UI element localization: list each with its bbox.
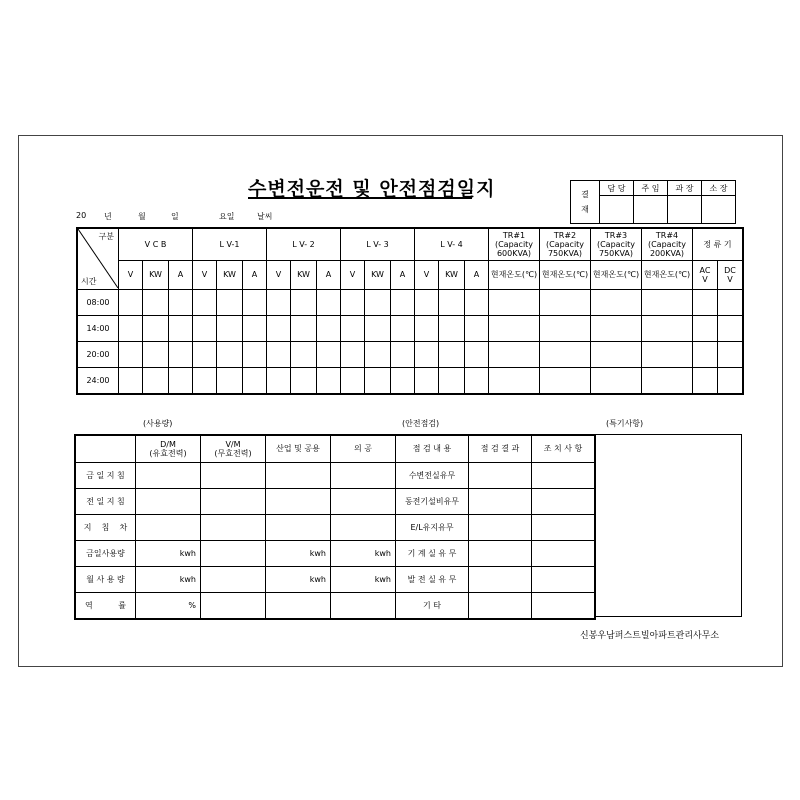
log-cell[interactable] — [169, 290, 193, 316]
sub-kw-1: KW — [217, 261, 243, 290]
vm-cell[interactable] — [201, 463, 266, 489]
residential-cell[interactable]: kwh — [331, 541, 396, 567]
group-vcb: V C B — [119, 228, 193, 261]
check-result-cell[interactable] — [469, 515, 532, 541]
log-cell[interactable] — [243, 290, 267, 316]
corner-cell: 구분 시간 — [77, 228, 119, 290]
log-cell[interactable] — [540, 316, 591, 342]
log-cell[interactable] — [693, 316, 718, 342]
log-cell[interactable] — [217, 290, 243, 316]
sub-v-2: V — [267, 261, 291, 290]
time-label: 14:00 — [77, 316, 119, 342]
hdr-check-result: 점 검 결 과 — [469, 435, 532, 463]
log-cell[interactable] — [291, 290, 317, 316]
log-cell[interactable] — [465, 290, 489, 316]
tr4-header: TR#4 (Capacity 200KVA) — [642, 228, 693, 261]
residential-cell[interactable] — [331, 489, 396, 515]
usage-table — [74, 434, 596, 620]
sub-kw-3: KW — [365, 261, 391, 290]
industrial-cell[interactable] — [266, 463, 331, 489]
log-row — [77, 290, 743, 316]
check-item: 기 계 실 유 무 — [396, 541, 469, 567]
dm-cell[interactable] — [136, 515, 201, 541]
log-cell[interactable] — [365, 368, 391, 395]
log-cell[interactable] — [317, 342, 341, 368]
log-cell[interactable] — [391, 290, 415, 316]
log-row — [77, 316, 743, 342]
log-cell[interactable] — [267, 290, 291, 316]
log-row — [77, 342, 743, 368]
tr4-temp-label: 현재온도(℃) — [642, 261, 693, 290]
date-weekday: 요일 — [219, 212, 235, 221]
log-cell[interactable] — [143, 368, 169, 395]
log-cell[interactable] — [169, 368, 193, 395]
check-result-cell[interactable] — [469, 489, 532, 515]
tr2-header: TR#2 (Capacity 750KVA) — [540, 228, 591, 261]
check-result-cell[interactable] — [469, 567, 532, 593]
time-label: 08:00 — [77, 290, 119, 316]
log-cell[interactable] — [591, 316, 642, 342]
log-cell[interactable] — [439, 290, 465, 316]
log-cell[interactable] — [243, 342, 267, 368]
log-cell[interactable] — [465, 316, 489, 342]
dm-cell[interactable]: kwh — [136, 567, 201, 593]
log-cell[interactable] — [291, 342, 317, 368]
log-cell[interactable] — [217, 342, 243, 368]
time-label: 24:00 — [77, 368, 119, 395]
row-label: 역 률 — [75, 593, 136, 620]
log-cell[interactable] — [169, 342, 193, 368]
sub-a-2: A — [317, 261, 341, 290]
approval-label: 결 재 — [571, 181, 600, 224]
date-day: 일 — [171, 212, 179, 221]
log-cell[interactable] — [489, 368, 540, 395]
log-cell[interactable] — [718, 368, 744, 395]
sub-kw-4: KW — [439, 261, 465, 290]
log-cell[interactable] — [243, 316, 267, 342]
log-cell[interactable] — [591, 342, 642, 368]
usage-row — [75, 567, 595, 593]
check-item: 동전기설비유무 — [396, 489, 469, 515]
usage-row — [75, 593, 595, 620]
dm-cell[interactable] — [136, 463, 201, 489]
sub-v-3: V — [341, 261, 365, 290]
log-cell[interactable] — [365, 290, 391, 316]
approval-sign-4[interactable] — [702, 196, 736, 224]
log-cell[interactable] — [317, 368, 341, 395]
group-lv4: L V- 4 — [415, 228, 489, 261]
approval-col-1: 담 당 — [600, 181, 634, 196]
log-cell[interactable] — [465, 368, 489, 395]
log-cell[interactable] — [489, 316, 540, 342]
operation-log-table — [76, 227, 744, 395]
log-cell[interactable] — [243, 368, 267, 395]
approval-col-3: 과 장 — [668, 181, 702, 196]
action-cell[interactable] — [532, 515, 596, 541]
usage-title: (사용량) — [143, 419, 173, 428]
sub-kw-2: KW — [291, 261, 317, 290]
log-cell[interactable] — [489, 290, 540, 316]
log-cell[interactable] — [143, 316, 169, 342]
group-lv1: L V-1 — [193, 228, 267, 261]
sub-a-3: A — [391, 261, 415, 290]
log-cell[interactable] — [365, 316, 391, 342]
residential-cell[interactable] — [331, 515, 396, 541]
log-cell[interactable] — [317, 290, 341, 316]
log-cell[interactable] — [169, 316, 193, 342]
sub-v-0: V — [119, 261, 143, 290]
log-cell[interactable] — [718, 290, 744, 316]
log-cell[interactable] — [415, 290, 439, 316]
residential-cell[interactable]: kwh — [331, 567, 396, 593]
time-label: 20:00 — [77, 342, 119, 368]
hdr-check-item: 점 검 내 용 — [396, 435, 469, 463]
tr1-header: TR#1 (Capacity 600KVA) — [489, 228, 540, 261]
sub-a-4: A — [465, 261, 489, 290]
log-cell[interactable] — [119, 342, 143, 368]
log-cell[interactable] — [415, 316, 439, 342]
footer-office: 신봉우남퍼스트빌아파트관리사무소 — [580, 631, 720, 641]
date-year: 년 — [104, 212, 112, 221]
vm-cell[interactable] — [201, 541, 266, 567]
industrial-cell[interactable] — [266, 515, 331, 541]
log-cell[interactable] — [591, 290, 642, 316]
approval-col-4: 소 장 — [702, 181, 736, 196]
document-title: 수변전운전 및 안전점검일지 — [248, 178, 496, 200]
log-cell[interactable] — [465, 342, 489, 368]
log-cell[interactable] — [267, 342, 291, 368]
hdr-residential: 의 공 — [331, 435, 396, 463]
log-cell[interactable] — [415, 342, 439, 368]
industrial-cell[interactable]: kwh — [266, 541, 331, 567]
row-label: 월 사 용 량 — [75, 567, 136, 593]
dm-cell[interactable] — [136, 489, 201, 515]
tr3-header: TR#3 (Capacity 750KVA) — [591, 228, 642, 261]
log-cell[interactable] — [119, 290, 143, 316]
log-cell[interactable] — [540, 290, 591, 316]
log-cell[interactable] — [267, 316, 291, 342]
log-cell[interactable] — [439, 368, 465, 395]
log-cell[interactable] — [217, 368, 243, 395]
action-cell[interactable] — [532, 489, 596, 515]
log-row — [77, 368, 743, 395]
log-cell[interactable] — [693, 368, 718, 395]
log-cell[interactable] — [693, 290, 718, 316]
tr3-temp-label: 현재온도(℃) — [591, 261, 642, 290]
dm-cell[interactable]: % — [136, 593, 201, 620]
vm-cell[interactable] — [201, 567, 266, 593]
tr1-temp-label: 현재온도(℃) — [489, 261, 540, 290]
rectifier-header: 정 류 기 — [693, 228, 744, 261]
log-cell[interactable] — [391, 342, 415, 368]
industrial-cell[interactable] — [266, 489, 331, 515]
usage-corner — [75, 435, 136, 463]
approval-sign-1[interactable] — [600, 196, 634, 224]
log-cell[interactable] — [718, 342, 744, 368]
residential-cell[interactable] — [331, 463, 396, 489]
date-weather: 날씨 — [257, 212, 273, 221]
check-item: 기 타 — [396, 593, 469, 620]
log-cell[interactable] — [642, 368, 693, 395]
dm-cell[interactable]: kwh — [136, 541, 201, 567]
approval-box — [570, 180, 736, 224]
log-cell[interactable] — [291, 368, 317, 395]
log-cell[interactable] — [591, 368, 642, 395]
hdr-action: 조 치 사 항 — [532, 435, 596, 463]
action-cell[interactable] — [532, 567, 596, 593]
residential-cell[interactable] — [331, 593, 396, 620]
log-cell[interactable] — [718, 316, 744, 342]
log-cell[interactable] — [119, 368, 143, 395]
notes-box[interactable] — [596, 434, 742, 617]
log-cell[interactable] — [415, 368, 439, 395]
log-cell[interactable] — [489, 342, 540, 368]
check-item: 발 전 실 유 무 — [396, 567, 469, 593]
industrial-cell[interactable] — [266, 593, 331, 620]
log-cell[interactable] — [341, 316, 365, 342]
log-cell[interactable] — [341, 368, 365, 395]
log-cell[interactable] — [267, 368, 291, 395]
log-cell[interactable] — [391, 316, 415, 342]
approval-sign-2[interactable] — [634, 196, 668, 224]
notes-title: (특기사항) — [606, 419, 644, 428]
log-cell[interactable] — [341, 342, 365, 368]
log-cell[interactable] — [365, 342, 391, 368]
log-cell[interactable] — [193, 368, 217, 395]
rectifier-ac: AC V — [693, 261, 718, 290]
log-cell[interactable] — [143, 290, 169, 316]
log-cell[interactable] — [439, 342, 465, 368]
check-result-cell[interactable] — [469, 463, 532, 489]
safety-title: (안전점검) — [402, 419, 440, 428]
action-cell[interactable] — [532, 463, 596, 489]
group-lv3: L V- 3 — [341, 228, 415, 261]
log-cell[interactable] — [193, 316, 217, 342]
log-cell[interactable] — [391, 368, 415, 395]
hdr-vm: V/M (무효전력) — [201, 435, 266, 463]
row-label: 지 침 차 — [75, 515, 136, 541]
sub-a-0: A — [169, 261, 193, 290]
usage-row — [75, 515, 595, 541]
sub-a-1: A — [243, 261, 267, 290]
usage-row — [75, 541, 595, 567]
log-cell[interactable] — [642, 316, 693, 342]
sub-v-1: V — [193, 261, 217, 290]
log-cell[interactable] — [193, 342, 217, 368]
hdr-dm: D/M (유효전력) — [136, 435, 201, 463]
check-item: E/L유지유무 — [396, 515, 469, 541]
log-cell[interactable] — [143, 342, 169, 368]
log-cell[interactable] — [540, 368, 591, 395]
tr2-temp-label: 현재온도(℃) — [540, 261, 591, 290]
log-cell[interactable] — [119, 316, 143, 342]
log-cell[interactable] — [693, 342, 718, 368]
date-month: 월 — [138, 212, 146, 221]
vm-cell[interactable] — [201, 515, 266, 541]
sub-kw-0: KW — [143, 261, 169, 290]
hdr-industrial: 산업 및 공용 — [266, 435, 331, 463]
log-cell[interactable] — [317, 316, 341, 342]
row-label: 금 일 지 침 — [75, 463, 136, 489]
approval-col-2: 주 임 — [634, 181, 668, 196]
log-cell[interactable] — [439, 316, 465, 342]
log-cell[interactable] — [642, 290, 693, 316]
vm-cell[interactable] — [201, 489, 266, 515]
title-underline — [248, 197, 472, 199]
industrial-cell[interactable]: kwh — [266, 567, 331, 593]
check-item: 수변전실유무 — [396, 463, 469, 489]
approval-sign-3[interactable] — [668, 196, 702, 224]
log-cell[interactable] — [193, 290, 217, 316]
usage-row — [75, 489, 595, 515]
action-cell[interactable] — [532, 541, 596, 567]
action-cell[interactable] — [532, 593, 596, 620]
log-cell[interactable] — [291, 316, 317, 342]
date-year-prefix: 20 — [76, 211, 87, 220]
log-cell[interactable] — [540, 342, 591, 368]
group-lv2: L V- 2 — [267, 228, 341, 261]
log-cell[interactable] — [217, 316, 243, 342]
row-label: 금일사용량 — [75, 541, 136, 567]
log-cell[interactable] — [341, 290, 365, 316]
row-label: 전 일 지 침 — [75, 489, 136, 515]
log-cell[interactable] — [642, 342, 693, 368]
vm-cell[interactable] — [201, 593, 266, 620]
usage-row — [75, 463, 595, 489]
sub-v-4: V — [415, 261, 439, 290]
check-result-cell[interactable] — [469, 541, 532, 567]
check-result-cell[interactable] — [469, 593, 532, 620]
rectifier-dc: DC V — [718, 261, 744, 290]
